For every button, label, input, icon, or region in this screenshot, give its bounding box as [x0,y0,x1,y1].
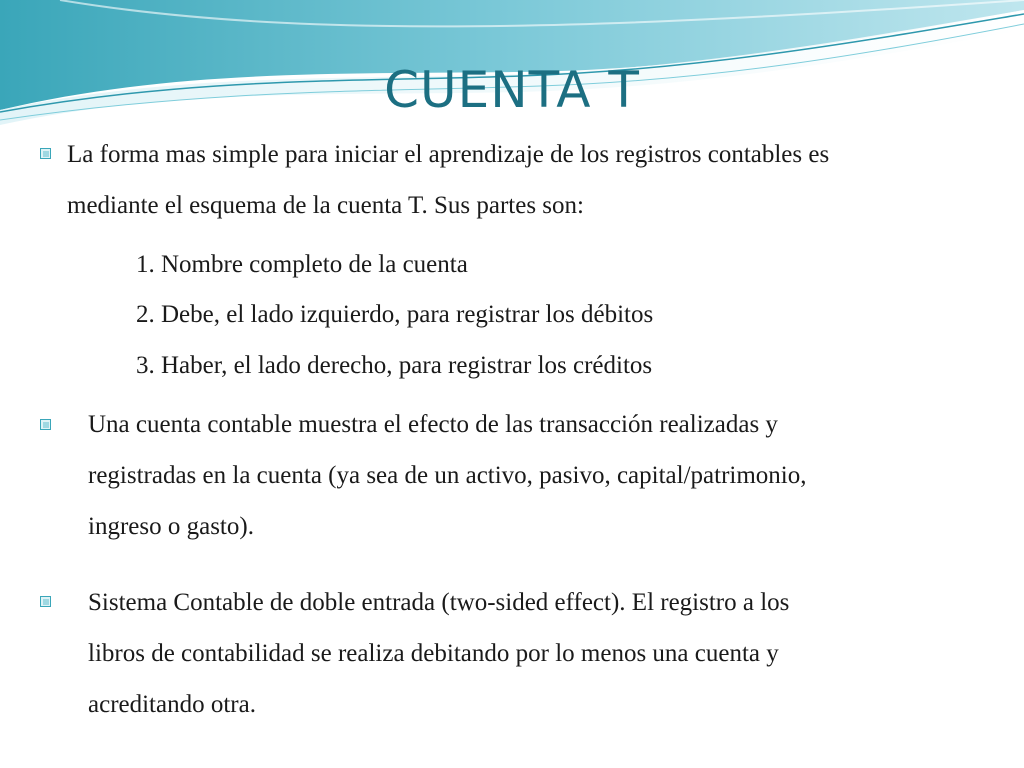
bullet-3-line-3: acreditando otra. [88,691,256,718]
bullet-2-line-3: ingreso o gasto). [88,513,254,540]
square-bullet-icon [40,148,51,159]
square-bullet-icon [40,419,51,430]
slide-title: CUENTA T [384,61,640,119]
part-item-3: 3. Haber, el lado derecho, para registrar los créditos [136,352,653,379]
bullet-2-line-1: Una cuenta contable muestra el efecto de las transacción realizadas y [88,411,778,438]
bullet-3-text [88,577,1008,730]
bullet-1-text [67,129,1007,231]
bullet-3-line-2: libros de contabilidad se realiza debitando por lo menos una cuenta y [88,640,779,667]
bullet-1-line-2: mediante el esquema de la cuenta T. Sus partes son: [67,192,584,219]
bullet-2-line-2: registradas en la cuenta (ya sea de un activo, pasivo, capital/patrimonio, [88,462,807,489]
bullet-2-text [88,399,1008,552]
bullet-1-line-1: La forma mas simple para iniciar el aprendizaje de los registros contables es [67,141,830,168]
part-item-1: 1. Nombre completo de la cuenta [136,251,468,278]
square-bullet-icon [40,596,51,607]
bullet-3-line-1: Sistema Contable de doble entrada (two-sided effect). El registro a los [88,589,790,616]
part-item-2: 2. Debe, el lado izquierdo, para registrar los débitos [136,301,654,328]
